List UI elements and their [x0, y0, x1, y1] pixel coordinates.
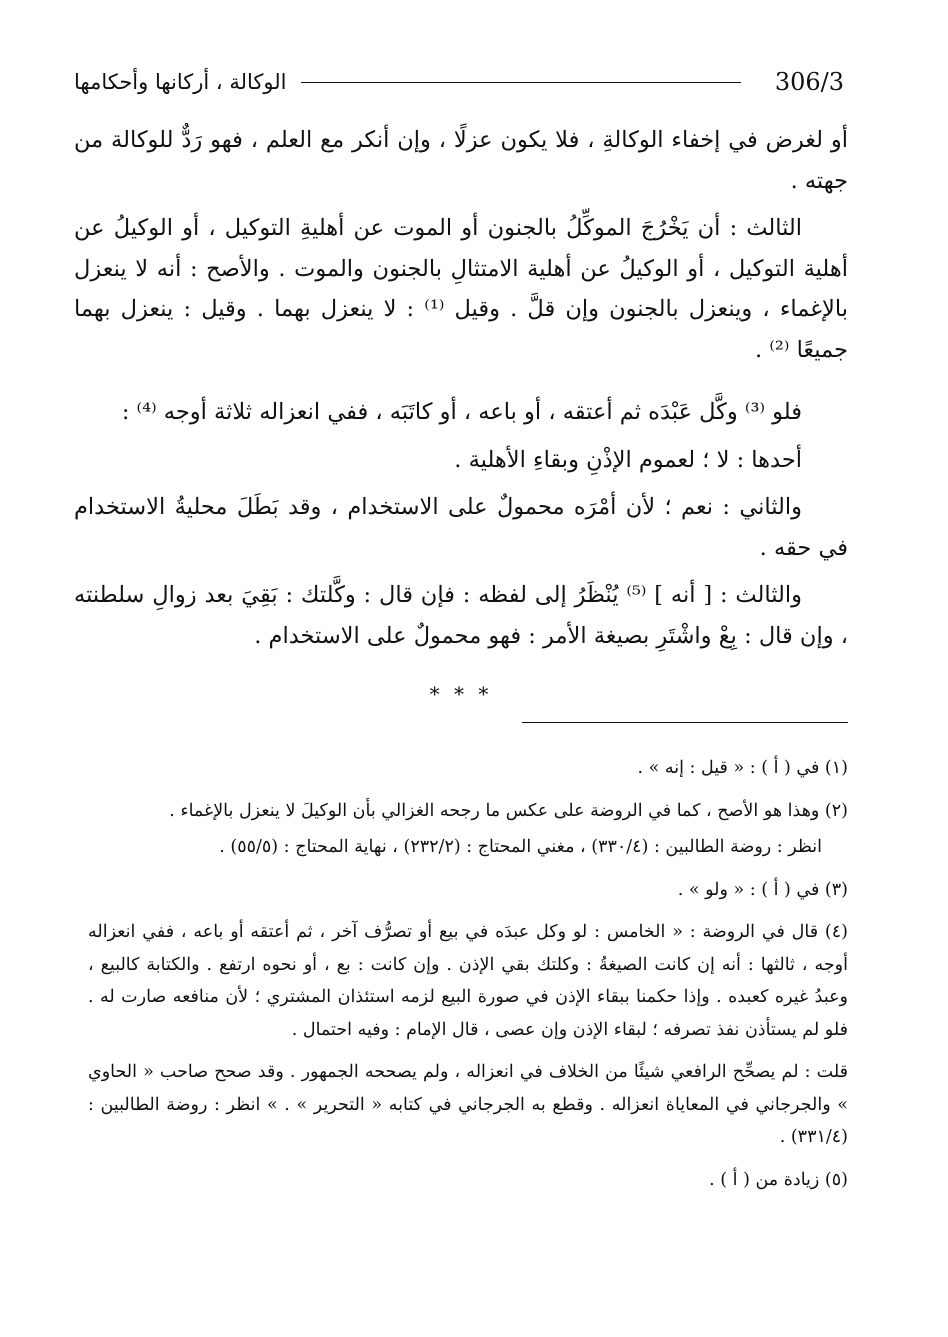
page-number: 306/3 — [774, 68, 844, 96]
header-rule — [301, 82, 741, 83]
main-text — [74, 120, 848, 656]
footnotes — [88, 752, 848, 1196]
paragraph-agent-slave: فلو ⁽³⁾ وكَّل عَبْدَه ثم أعتقه ، أو باعه ، أو كاتَبَه ، ففي انعزاله ثلاثة أوجه ⁽⁴⁾ : — [121, 399, 802, 425]
paragraph-continuation: أو لغرض في إخفاء الوكالةِ ، فلا يكون عزلًا ، وإن أنكر مع العلم ، فهو رَدٌّ للوكالة من جهته . — [74, 127, 848, 194]
running-title: الوكالة ، أركانها وأحكامها — [74, 70, 287, 94]
footnote-5: (٥) زيادة من ( أ ) . — [709, 1169, 848, 1190]
footnote-4: (٤) قال في الروضة : « الخامس : لو وكل عبدَه في بيع أو تصرُّف آخر ، ثم أعتقه أو باعه ، ففي انعزاله أوجه ، ثالثها : أنه إن كانت الصيغةُ : وكلتك بقي الإذن . وإن كانت : بع ، أو نحوه ارتفع . والكتابة كالبيع ، وعبدُ غيره كعبده . وإذا حكمنا ببقاء الإذن في صورة البيع لزمه استئذان المشتري ؛ لأن منافعه صارت له . فلو لم يستأذن نفذ تصرفه ؛ لبقاء الإذن وإن عصى ، قال الإمام : وفيه احتمال . — [88, 922, 848, 1040]
footnote-3: (٣) في ( أ ) : « ولو » . — [677, 879, 848, 900]
footnote-rule — [522, 722, 848, 723]
paragraph-second-view: والثاني : نعم ؛ لأن أمْرَه محمولٌ على الاستخدام ، وقد بَطَلَ محليةُ الاستخدام في حقه . — [74, 494, 848, 561]
running-header — [74, 62, 844, 102]
footnote-1: (١) في ( أ ) : « قيل : إنه » . — [637, 758, 848, 778]
paragraph-third-condition: الثالث : أن يَخْرُجَ الموكِّلُ بالجنون أو الموت عن أهليةِ التوكيل ، أو الوكيلُ عن أهلية التوكيل ، أو الوكيلُ عن أهلية الامتثالِ بالجنون والموت . والأصح : أنه لا ينعزل بالإغماء ، وينعزل بالجنون وإن قلَّ . وقيل ⁽¹⁾ : لا ينعزل بهما . وقيل : ينعزل بهما جميعًا ⁽²⁾ . — [74, 215, 848, 363]
paragraph-third-view: والثالث : [ أنه ] ⁽⁵⁾ يُنْظَرُ إلى لفظه : فإن قال : وكَّلتك : بَقِيَ بعد زوالِ سلطنته ، وإن قال : بِعْ واشْتَرِ بصيغة الأمر : فهو محمولٌ على الاستخدام . — [74, 582, 848, 649]
section-separator: * * * — [429, 682, 493, 706]
footnote-2-reference: انظر : روضة الطالبين : (٣٣٠/٤) ، مغني المحتاج : (٢٣٢/٢) ، نهاية المحتاج : (٥٥/٥) . — [219, 837, 822, 857]
footnote-4-continuation: قلت : لم يصحِّح الرافعي شيئًا من الخلاف في انعزاله ، ولم يصححه الجمهور . وقد صحح صاحب « الحاوي » والجرجاني في المعاياة انعزاله . وقطع به الجرجاني في كتابه « التحرير » . » انظر : روضة الطالبين : (٣٣١/٤) . — [88, 1062, 848, 1147]
footnote-2: (٢) وهذا هو الأصح ، كما في الروضة على عكس ما رجحه الغزالي بأن الوكيلَ لا ينعزل بالإغماء . — [169, 800, 848, 821]
paragraph-first-view: أحدها : لا ؛ لعموم الإذْنِ وبقاءِ الأهلية . — [454, 446, 802, 473]
